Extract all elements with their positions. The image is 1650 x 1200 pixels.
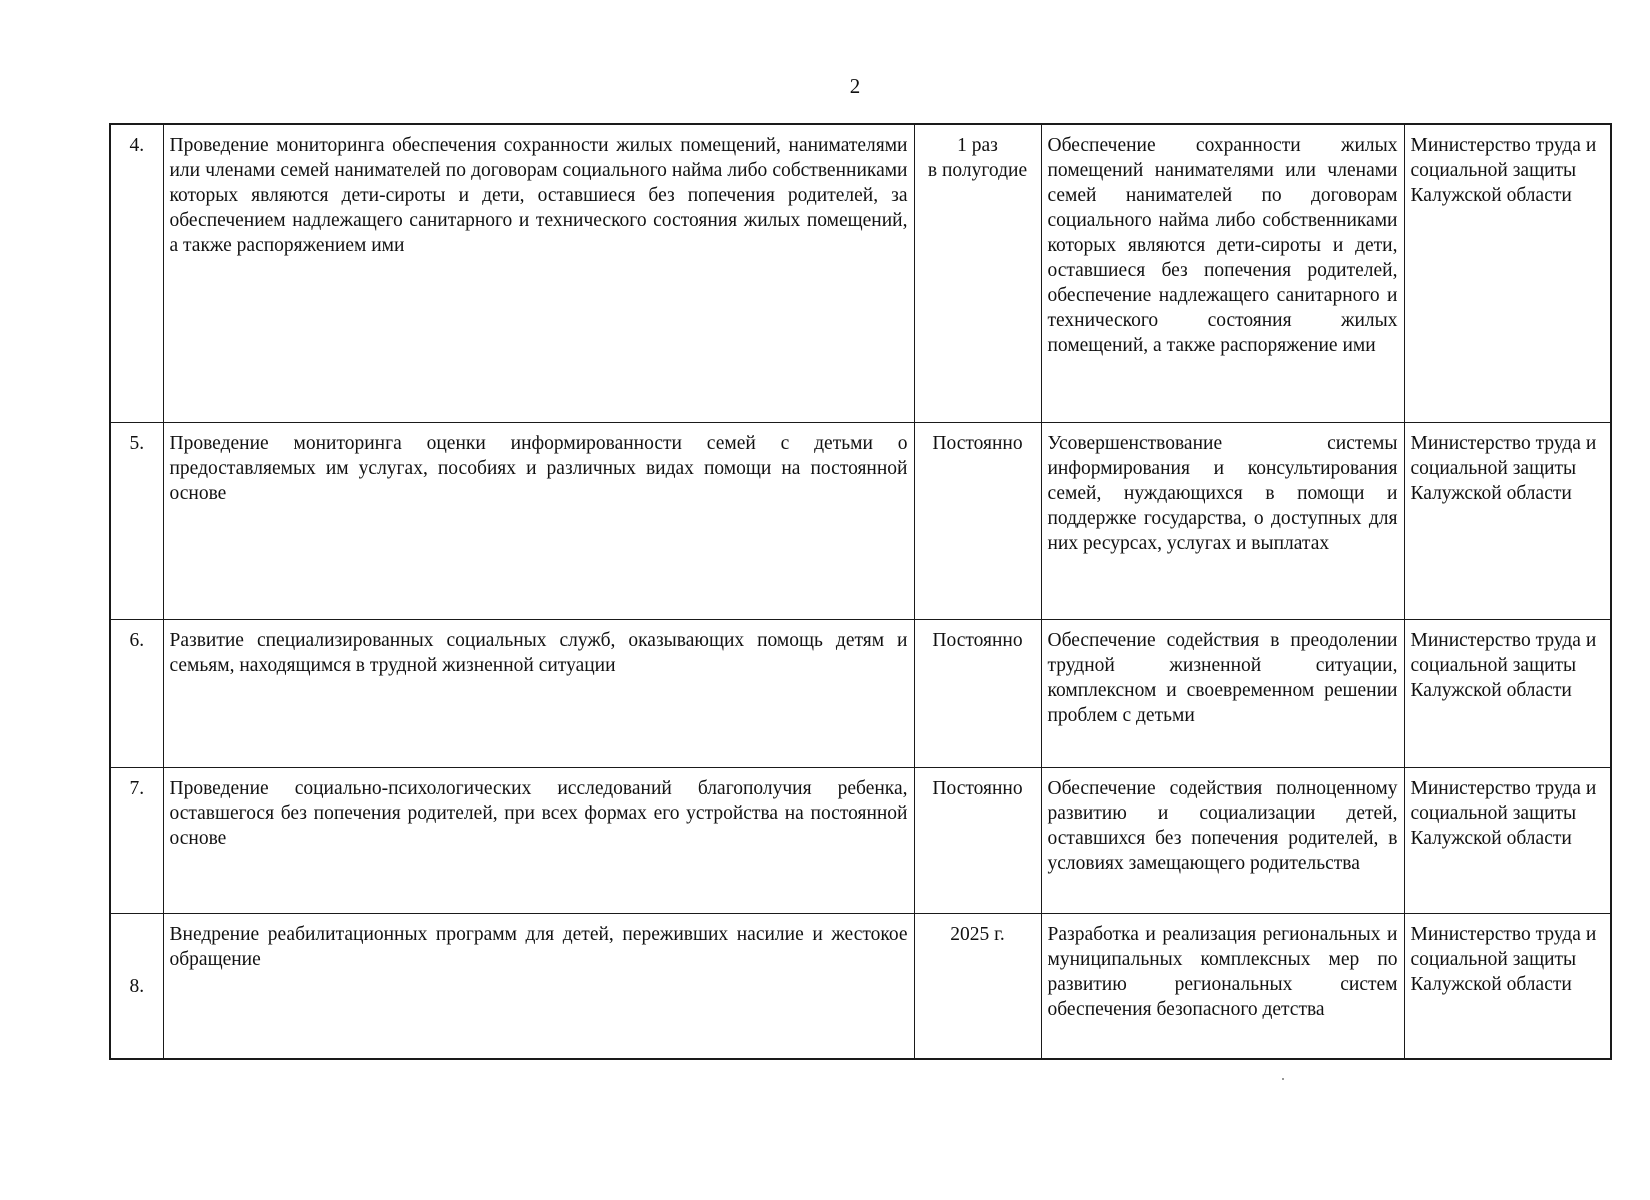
term-line: 1 раз	[957, 135, 998, 156]
executor-cell: Министерство труда и социальной защиты Калужской области	[1404, 124, 1611, 422]
activity-cell: Проведение мониторинга оценки информированности семей с детьми о предоставляемых им услугах, пособиях и различных видах помощи на постоянной основе	[163, 422, 914, 619]
term-cell	[914, 422, 1041, 619]
result-cell: Обеспечение сохранности жилых помещений нанимателями или членами семей нанимателей по договорам социального найма либо собственниками которых являются дети-сироты и дети, оставшиеся без попечения родителей, обеспечение надлежащего санитарного и технического состояния жилых помещений, а также распоряжение ими	[1041, 124, 1404, 422]
table-row	[110, 124, 1611, 422]
table-row	[110, 422, 1611, 619]
executor-cell: Министерство труда и социальной защиты Калужской области	[1404, 422, 1611, 619]
result-cell: Усовершенствование системы информирования и консультирования семей, нуждающихся в помощи и поддержке государства, о доступных для них ресурсах, услугах и выплатах	[1041, 422, 1404, 619]
table-row	[110, 619, 1611, 767]
row-number: 7.	[110, 767, 163, 913]
term-line: 2025 г.	[950, 923, 1005, 945]
row-number: 5.	[110, 422, 163, 619]
term-cell	[914, 767, 1041, 913]
activity-cell: Развитие специализированных социальных служб, оказывающих помощь детям и семьям, находящимся в трудной жизненной ситуации	[163, 619, 914, 767]
term-line: Постоянно	[932, 432, 1023, 454]
row-number: 6.	[110, 619, 163, 767]
scan-speck	[1282, 1078, 1284, 1080]
executor-cell: Министерство труда и социальной защиты Калужской области	[1404, 767, 1611, 913]
term-line: Постоянно	[932, 629, 1023, 651]
activity-cell: Проведение социально-психологических исследований благополучия ребенка, оставшегося без попечения родителей, при всех формах его устройства на постоянной основе	[163, 767, 914, 913]
activity-cell: Проведение мониторинга обеспечения сохранности жилых помещений, нанимателями или членами семей нанимателей по договорам социального найма либо собственниками которых являются дети-сироты и дети, оставшиеся без попечения родителей, за обеспечением надлежащего санитарного и технического состояния жилых помещений, а также распоряжением ими	[163, 124, 914, 422]
term-cell	[914, 124, 1041, 422]
term-cell	[914, 619, 1041, 767]
table-row	[110, 767, 1611, 913]
executor-cell: Министерство труда и социальной защиты Калужской области	[1404, 913, 1611, 1059]
table-row	[110, 913, 1611, 1059]
result-cell: Обеспечение содействия в преодолении трудной жизненной ситуации, комплексном и своевременном решении проблем с детьми	[1041, 619, 1404, 767]
measures-table	[109, 123, 1612, 1060]
activity-cell: Внедрение реабилитационных программ для детей, переживших насилие и жестокое обращение	[163, 913, 914, 1059]
term-line: в полугодие	[927, 160, 1028, 181]
term-line: Постоянно	[932, 777, 1023, 799]
result-cell: Обеспечение содействия полноценному развитию и социализации детей, оставшихся без попечения родителей, в условиях замещающего родительства	[1041, 767, 1404, 913]
term-cell	[914, 913, 1041, 1059]
row-number: 8.	[110, 913, 163, 1059]
result-cell: Разработка и реализация региональных и муниципальных комплексных мер по развитию региональных систем обеспечения безопасного детства	[1041, 913, 1404, 1059]
row-number: 4.	[110, 124, 163, 422]
page-number: 2	[849, 74, 861, 98]
executor-cell: Министерство труда и социальной защиты Калужской области	[1404, 619, 1611, 767]
